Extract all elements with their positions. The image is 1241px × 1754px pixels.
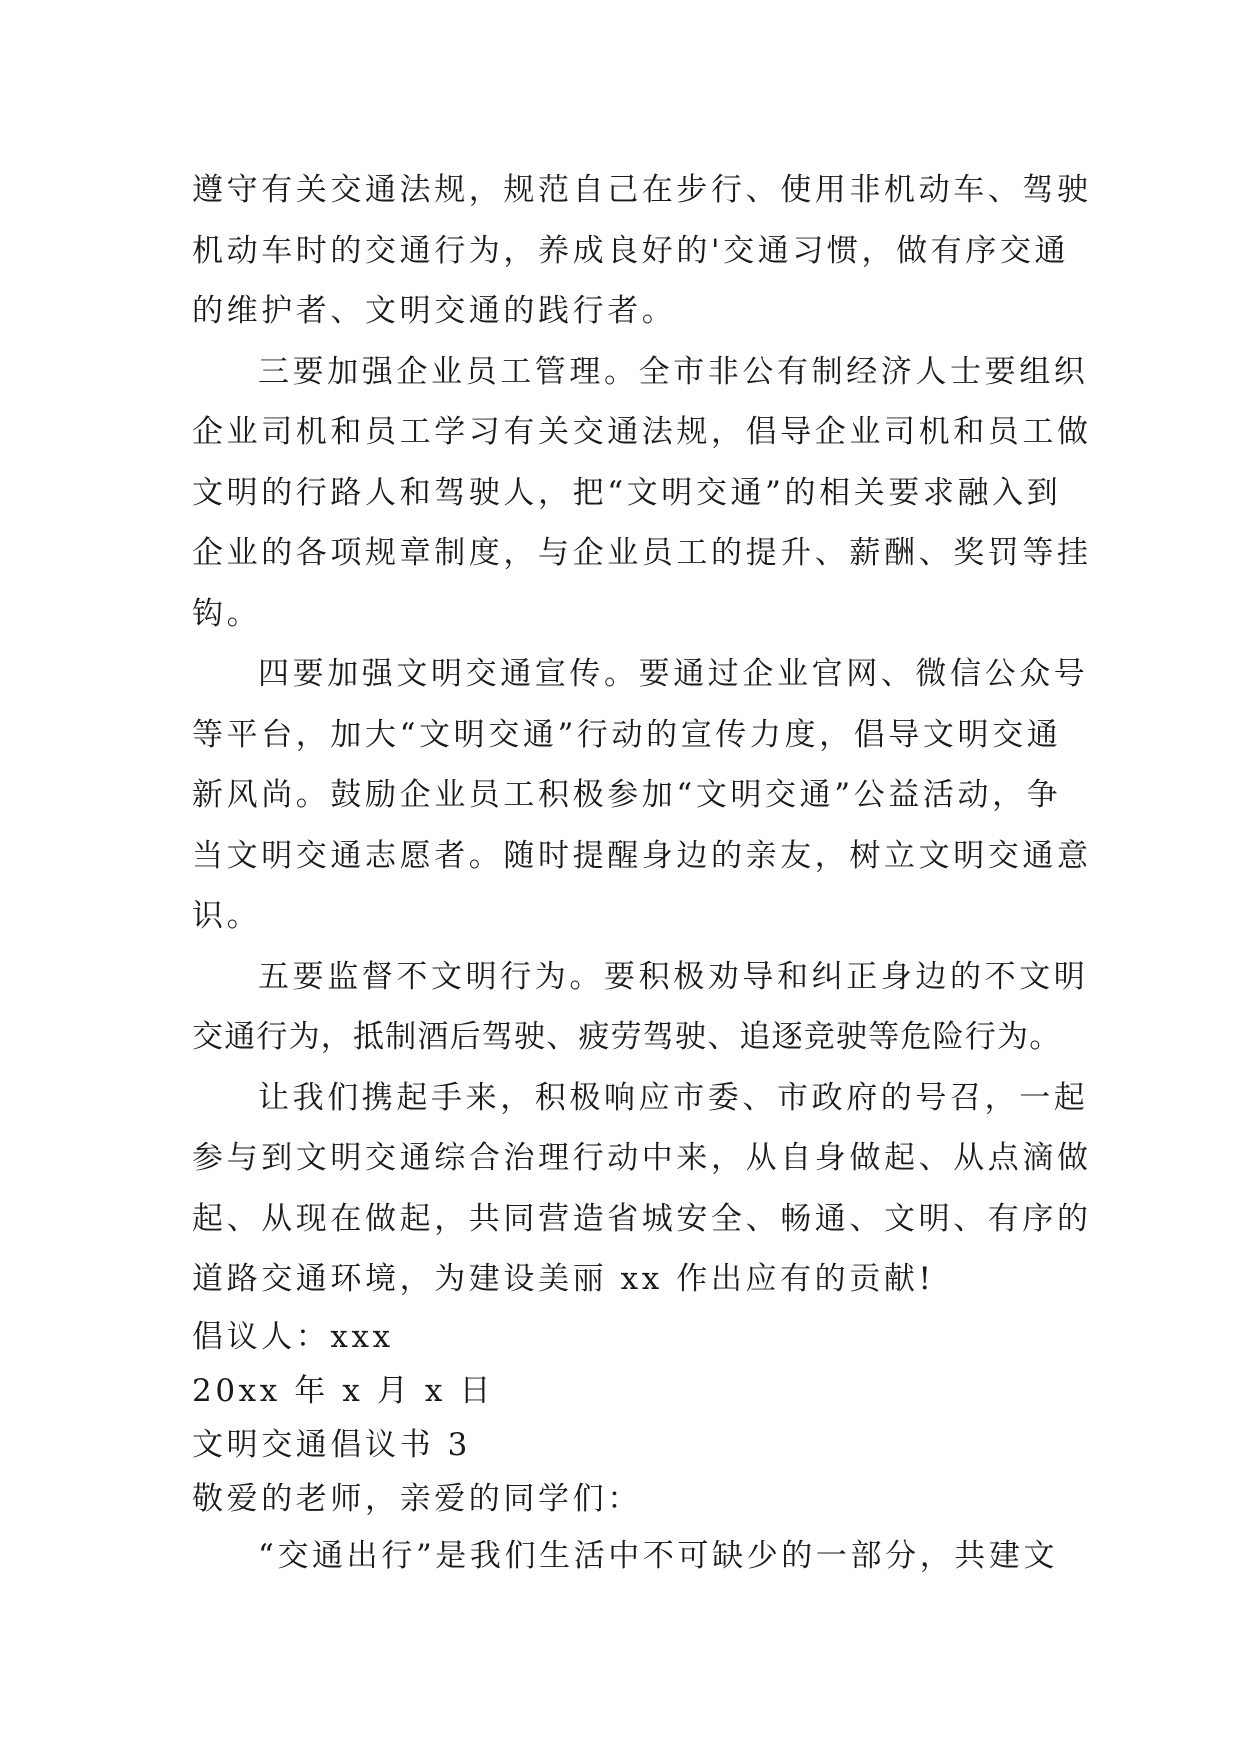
paragraph-line: 文明的行路人和驾驶人，把“文明交通”的相关要求融入到 (192, 474, 1062, 511)
signatory-line: 倡议人：xxx (192, 1318, 394, 1355)
paragraph-line: 钩。 (192, 595, 262, 632)
document-body (192, 160, 1092, 1586)
paragraph-line: 三要加强企业员工管理。全市非公有制经济人士要组织 (258, 353, 1089, 390)
paragraph-line: 企业的各项规章制度，与企业员工的提升、薪酬、奖罚等挂 (192, 535, 1092, 571)
paragraph-line: 新风尚。鼓励企业员工积极参加“文明交通”公益活动，争 (192, 777, 1062, 813)
date-line: 20xx 年 x 月 x 日 (192, 1372, 495, 1409)
paragraph-line: “交通出行”是我们生活中不可缺少的一部分，共建文 (258, 1537, 1059, 1574)
paragraph-line: 起、从现在做起，共同营造省城安全、畅通、文明、有序的 (192, 1200, 1092, 1237)
paragraph-line: 交通行为，抵制酒后驾驶、疲劳驾驶、追逐竞驶等危险行为。 (192, 1019, 1062, 1055)
paragraph-line: 当文明交通志愿者。随时提醒身边的亲友，树立文明交通意 (192, 837, 1092, 874)
section-title: 文明交通倡议书 3 (192, 1426, 471, 1463)
paragraph-line: 参与到文明交通综合治理行动中来，从自身做起、从点滴做 (192, 1140, 1092, 1176)
paragraph-line: 等平台，加大“文明交通”行动的宣传力度，倡导文明交通 (192, 716, 1062, 753)
paragraph-line: 让我们携起手来，积极响应市委、市政府的号召，一起 (258, 1079, 1089, 1116)
paragraph-line: 的维护者、文明交通的践行者。 (192, 293, 677, 329)
paragraph-line: 五要监督不文明行为。要积极劝导和纠正身边的不文明 (258, 958, 1089, 995)
paragraph-line: 四要加强文明交通宣传。要通过企业官网、微信公众号 (258, 656, 1089, 692)
paragraph-line: 识。 (192, 898, 262, 934)
paragraph-line: 遵守有关交通法规，规范自己在步行、使用非机动车、驾驶 (192, 172, 1092, 208)
paragraph-line: 道路交通环境，为建设美丽 xx 作出应有的贡献! (192, 1261, 935, 1297)
salutation-line: 敬爱的老师，亲爱的同学们： (192, 1480, 642, 1517)
paragraph-line: 机动车时的交通行为，养成良好的'交通习惯，做有序交通 (192, 232, 1070, 269)
paragraph-line: 企业司机和员工学习有关交通法规，倡导企业司机和员工做 (192, 414, 1092, 450)
